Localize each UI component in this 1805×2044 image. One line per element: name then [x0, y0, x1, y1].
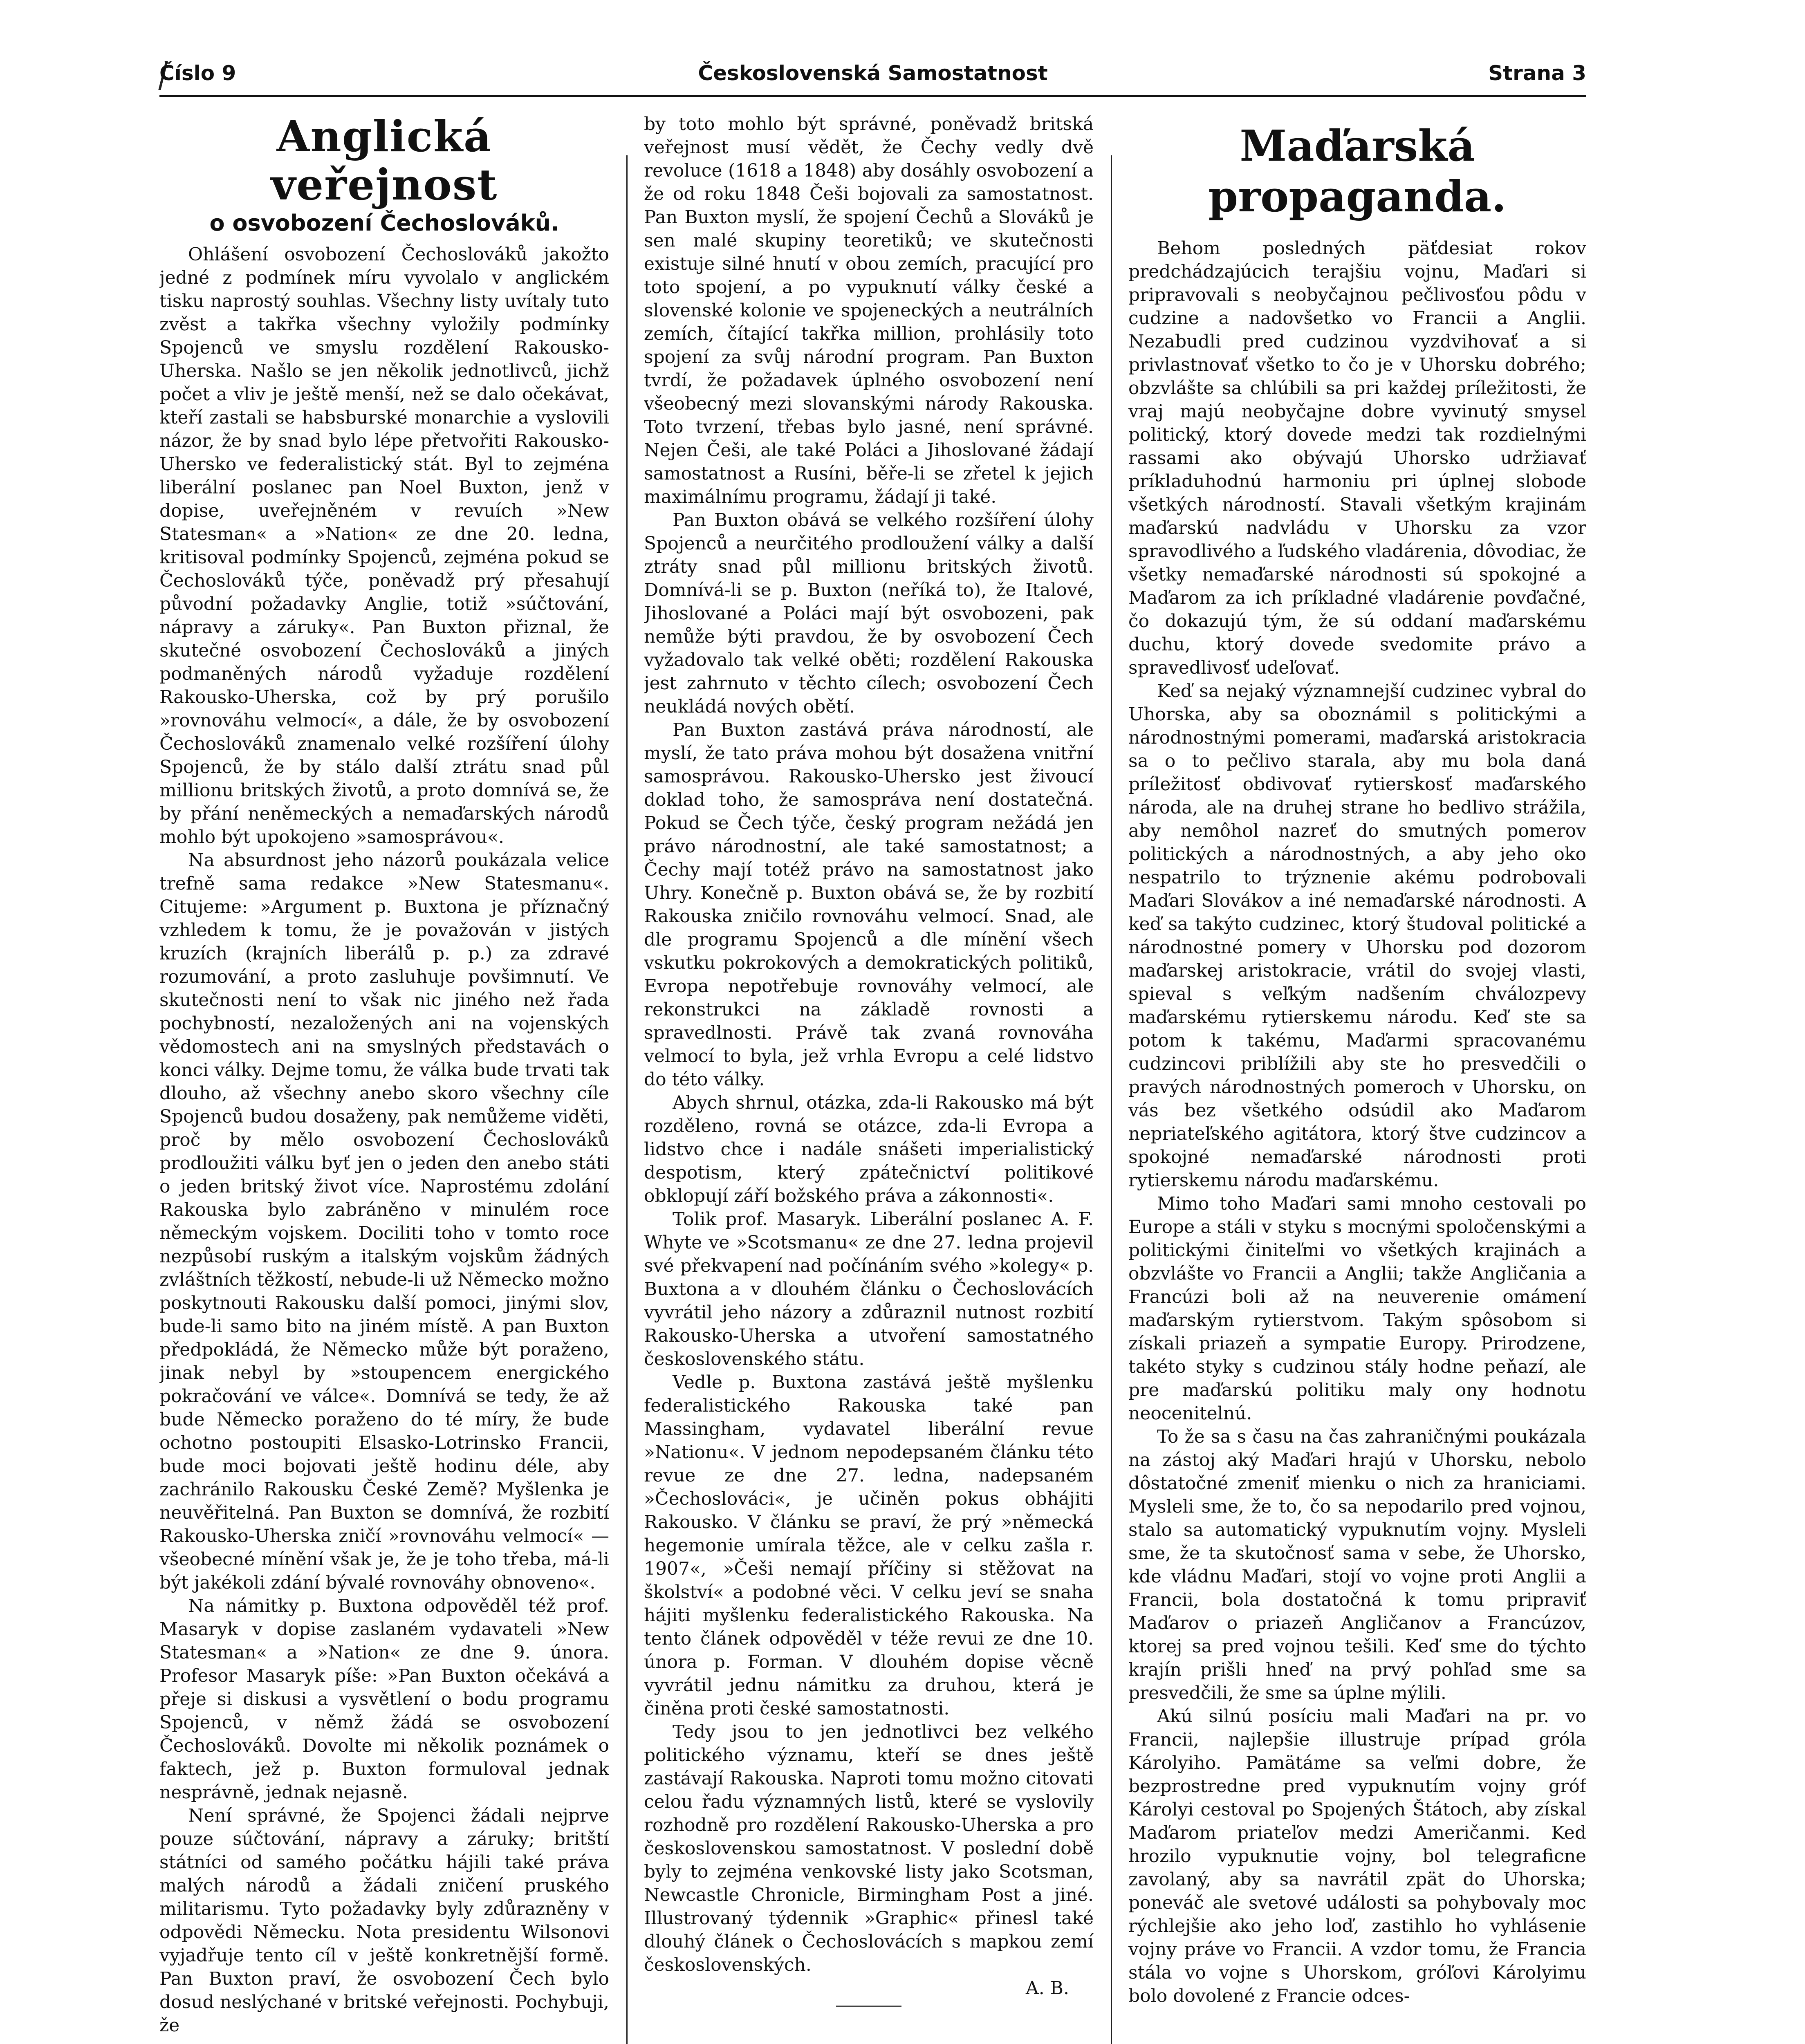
column-2: [644, 112, 1094, 2044]
article-1-continued-paragraph: Vedle p. Buxtona zastává ještě myšlenku federalistického Rakouska také pan Massingham, vydavatel liberální revue »Nationu«. V jednom nepodepsaném článku této revue ze dne 27. ledna, nadepsaném »Čechoslováci«, je učiněn pokus obhájiti Rakousko. V článku se praví, že prý »německá hegemonie umírala těžce, ale v celku zašla r. 1907«, »Češi nemají příčiny si stěžovat na školství« a podobné věci. V celku jeví se snaha hájiti myšlenku federalistického Rakouska. Na tento článek odpověděl v téže revui ze dne 10. února p. Forman. V dlouhém dopise věcně vyvrátil jednu námitku za druhou, která je činěna proti české samostatnosti.: [644, 1372, 1094, 1719]
article-2-paragraph: Mimo toho Maďari sami mnoho cestovali po Europe a stáli v styku s mocnými spoločenskými a politickými činiteľmi vo všetkých krajinách a obzvlášte vo Francii a Anglii; takže Angličania a Francúzi boli až na neuverenie omámení maďarským rytierstvom. Takým spôsobom si získali priazeň a sympatie Europy. Prirodzene, takéto styky s cudzinou stály hodne peňazí, ale pre maďarskú politiku maly ony hodnotu neocenitelnú.: [1128, 1193, 1586, 1424]
column-1: [159, 112, 609, 2044]
header-issue-number: Číslo 9: [159, 61, 236, 85]
article-1-continued-paragraph: by toto mohlo být správné, poněvadž britská veřejnost musí vědět, že Čechy vedly dvě revoluce (1618 a 1848) aby dosáhly osvobození a že od roku 1848 Češi bojovali za samostatnost. Pan Buxton myslí, že spojení Čechů a Slováků je sen malé skupiny teoretiků; ve skutečnosti existuje silné hnutí v obou zemích, pracující pro toto spojení, a po vypuknutí války české a slovenské kolonie ve spojeneckých a neutrálních zemích, čítající takřka million, prohlásily toto spojení za svůj národní program. Pan Buxton tvrdí, že požadavek úplného osvobození není všeobecný mezi slovanskými národy Rakouska. Toto tvrzení, třebas bylo jasné, není správné. Nejen Češi, ale také Poláci a Jihoslované žádají samostatnost a Rusíni, běře-li se zřetel k jejich maximálnímu programu, žádají ji také.: [644, 114, 1094, 507]
article-2-paragraph: To že sa s času na čas zahraničnými poukázala na zástoj aký Maďari hrajú v Uhorsku, nebolo dôstatočné zmeniť mienku o nich za hraniciami. Mysleli sme, že to, čo sa nepodarilo pred vojnou, stalo sa automatický vypuknutím vojny. Mysleli sme, že ta skutočnosť sama v sebe, že Uhorsko, kde vládnu Maďari, stojí vo vojne proti Anglii a Francii, bola dostatočná k tomu pripraviť Maďarov o priazeň Angličanov a Francúzov, ktorej sa pred vojnou tešili. Keď sme do týchto krajín prišli hneď na prvý pohľad sme sa presvedčili, že sme sa úplne mýlili.: [1128, 1426, 1586, 1703]
article-1-paragraph: Není správné, že Spojenci žádali nejprve pouze súčtování, nápravy a záruky; britští státníci od samého počátku hájili také práva malých národů a žádali zničení pruského militarismu. Tyto požadavky byly zdůrazněny v odpovědi Německu. Nota presidentu Wilsonovi vyjadřuje tento cíl v ještě konkretnější formě. Pan Buxton praví, že osvobození Čech bylo dosud neslýchané v britské veřejnosti. Pochybuji, že: [159, 1805, 609, 2036]
article-2-paragraph: Behom posledných päťdesiat rokov predchádzajúcich terajšiu vojnu, Maďari si pripravovali s neobyčajnou pečlivosťou pôdu v cudzine a nadovšetko vo Francii a Anglii. Nezabudli pred cudzinou vyzdvihovať a si privlastnovať všetko to čo je v Uhorsku dobrého; obzvlášte sa chlúbili sa pri každej príležitosti, že vraj majú neobyčajne dobre vyvinutý smysel politický, ktorý dovede medzi tak rozdielnými rassami ako obývajú Uhorsko udržiavať príkladuhodnú harmoniu pri úplnej slobode všetkých národností. Stavali všetkým krajinám maďarskú nadvládu v Uhorsku za vzor spravodlivého a ľudského vladárenia, dôvodiac, že všetky nemaďarské národnosti sú spokojné a Maďarom za ich príkladné vladárenie povďačné, čo dokazujú tým, že sú oddaní maďarskému duchu, ktorý dovede svedomite právo a spravedlivosť udeľovať.: [1128, 238, 1586, 678]
article-1-subtitle: o osvobození Čechoslováků.: [209, 210, 559, 236]
header-page-number: Strana 3: [1488, 61, 1586, 85]
article-1-continued-paragraph: Pan Buxton obává se velkého rozšíření úlohy Spojenců a neurčitého prodloužení války a další ztráty snad půl millionu britských životů. Domnívá-li se p. Buxton (neříká to), že Italové, Jihoslované a Poláci mají být osvobozeni, pak nemůže býti pravdou, že by osvobození Čech vyžadovalo tak velké oběti; rozdělení Rakouska jest zahrnuto v těchto cílech; osvobození Čech neukládá nových obětí.: [644, 510, 1094, 717]
article-1-continued-paragraph: Tedy jsou to jen jednotlivci bez velkého politického významu, kteří se dnes ještě zastávají Rakouska. Naproti tomu možno citovati celou řadu významných listů, které se vyslovily rozhodně pro rozdělení Rakousko-Uherska a pro československou samostatnost. V poslední době byly to zejména venkovské listy jako Scotsman, Newcastle Chronicle, Birmingham Post a jiné. Illustrovaný týdennik »Graphic« přinesl také dlouhý článek o Čechoslovácích s mapkou zemí československých.: [644, 1721, 1094, 1975]
article-1-continued-paragraph: Pan Buxton zastává práva národností, ale myslí, že tato práva mohou být dosažena vnitřní samosprávou. Rakousko-Uhersko jest živoucí doklad toho, že samospráva není dostatečná. Pokud se Čech týče, český program nežádá jen právo národnostní, ale také samostatnost; a Čechy mají totéž právo na samostatnost jako Uhry. Konečně p. Buxton obává se, že by rozbití Rakouska zničilo rovnováhu velmocí. Snad, ale dle programu Spojenců a dle mínění všech vskutku pokrokových a demokratických politiků, Evropa nepotřebuje rovnováhy velmocí, ale rekonstrukci na základě rovnosti a spravedlnosti. Právě tak zvaná rovnováha velmocí to byla, jež vrhla Evropu a celé lidstvo do této války.: [644, 719, 1094, 1090]
page-header: [159, 61, 1586, 94]
article-2-title-line-1: Maďarská: [1240, 121, 1475, 171]
article-1-signature: A. B.: [1025, 1978, 1069, 1999]
article-1-paragraph: Ohlášení osvobození Čechoslováků jakožto jedné z podmínek míru vyvolalo v anglickém tisku naprostý souhlas. Všechny listy uvítaly tuto zvěst a takřka všechny vyložily podmínky Spojenců ve smyslu rozdělení Rakousko-Uherska. Našlo se jen několik jednotlivců, jichž počet a vliv je ještě menší, než se dalo očekávat, kteří zastali se habsburské monarchie a vyslovili názor, že by snad bylo lépe přetvořiti Rakousko-Uhersko ve federalistický stát. Byl to zejména liberální poslanec pan Noel Buxton, jenž v dopise, uveřejněném v revuích »New Statesman« a »Nation« ze dne 20. ledna, kritisoval podmínky Spojenců, zejména pokud se Čechoslováků týče, poněvadž prý přesahují původní požadavky Anglie, totiž »súčtování, nápravy a záruky«. Pan Buxton přiznal, že skutečné osvobození Čechoslováků a jiných podmaněných národů vyžaduje rozdělení Rakousko-Uherska, což by prý porušilo »rovnováhu velmocí«, a dále, že by osvobození Čechoslováků znamenalo velké rozšíření úlohy Spojenců, že by stálo další ztrátu snad půl millionu britských životů, a proto domnívá se, že by přání neněmeckých a nemaďarských národů mohlo být upokojeno »samosprávou«.: [159, 244, 609, 847]
article-1-continued-paragraph: Tolik prof. Masaryk. Liberální poslanec A. F. Whyte ve »Scotsmanu« ze dne 27. ledna projevil své překvapení nad počínáním svého »kolegy« p. Buxtona a v dlouhém článku o Čechoslovácích vyvrátil jeho názory a zdůraznil nutnost rozbití Rakousko-Uherska a utvoření samostatného československého státu.: [644, 1209, 1094, 1369]
header-publication-title: Československá Samostatnost: [698, 61, 1048, 85]
article-2-title-line-2: propaganda.: [1208, 171, 1507, 222]
article-2-title: [1128, 121, 1586, 222]
article-2-paragraph: Keď sa nejaký významnejší cudzinec vybral do Uhorska, aby sa oboznámil s politickými a národnostnými pomerami, maďarská aristokracia sa o to pečlivo starala, aby mu bola daná príležitosť obdivovať rytierskosť maďarského národa, ale na druhej strane ho bedlivo strážila, aby nemôhol nazreť do smutných pomerov politických a národnostných, a aby jeho oko nespatrilo to trýznenie akému podrobovali Maďari Slovákov a iné nemaďarské národnosti. A keď sa takýto cudzinec, ktorý študoval politické a národnostné pomery v Uhorsku pod dozorom maďarskej aristokracie, vrátil do svojej vlasti, spieval s veľkým nadšením chválozpevy maďarskému rytierskemu národu. Keď ste sa potom k takému, Maďarmi spracovanému cudzincovi priblížili aby ste ho presvedčili o pravých národnostných pomeroch v Uhorsku, on vás bez všetkého odsúdil ako Maďarom nepriateľského agitátora, ktorý štve cudzincov a spokojné nemaďarské národnosti proti rytierskemu národu maďarskému.: [1128, 681, 1586, 1191]
article-1-paragraph: Na námitky p. Buxtona odpověděl též prof. Masaryk v dopise zaslaném vydavateli »New Statesman« a »Nation« ze dne 9. února. Profesor Masaryk píše: »Pan Buxton očekává a přeje si diskusi a vysvětlení o bodu programu Spojenců, v němž žádá se osvobození Čechoslováků. Dovolte mi několik poznámek o faktech, jež p. Buxton formuloval jednak nesprávně, jednak nejasně.: [159, 1596, 609, 1803]
header-divider: [159, 95, 1586, 97]
column-divider-1: [626, 155, 628, 2044]
newspaper-page: [159, 61, 1586, 2044]
article-1-paragraph: Na absurdnost jeho názorů poukázala velice trefně sama redakce »New Statesmanu«. Citujeme: »Argument p. Buxtona je příznačný vzhledem k tomu, že je považován v jistých kruzích (krajních liberálů p. p.) za zdravé rozumování, a proto zasluhuje povšimnutí. Ve skutečnosti není to však nic jiného než řada pochybností, nezaložených ani na vojenských vědomostech ani na smyslných představách o konci války. Dejme tomu, že válka bude trvati tak dlouho, až všechny anebo skoro všechny cíle Spojenců budou dosaženy, pak nemůžeme viděti, proč by mělo osvobození Čechoslováků prodloužiti válku byť jen o jeden den anebo státi o jeden britský život více. Naprostému zdolání Rakouska bylo zabráněno v minulém roce německým vojskem. Dociliti toho v tomto roce nezpůsobí ruským a italským vojskům žádných zvláštních těžkostí, nebude-li už Německo možno poskytnouti Rakousku další pomoci, jinými slov, bude-li samo bito na jiném místě. A pan Buxton předpokládá, že Německo může být poraženo, jinak nebyl by »stoupencem energického pokračování ve válce«. Domnívá se tedy, že až bude Německo poraženo do té míry, že bude ochotno postoupiti Elsasko-Lotrinsko Francii, bude moci bojovati ještě hodinu déle, aby zachránilo Rakousku České Země? Myšlenka je neuvěřitelná. Pan Buxton se domnívá, že rozbití Rakousko-Uherska zničí »rovnováhu velmocí« — všeobecné mínění však je, že je toho třeba, má-li být jakékoli zdání bývalé rovnováhy obnoveno«.: [159, 850, 609, 1593]
column-3: [1128, 112, 1586, 2044]
article-1-continued-paragraph: Abych shrnul, otázka, zda-li Rakousko má být rozděleno, rovná se otázce, zda-li Evropa a lidstvo chce i nadále snášeti imperialistický despotism, který zpátečnictví politikové obklopují září božského práva a zákonnosti«.: [644, 1092, 1094, 1206]
article-end-rule: [836, 2006, 901, 2007]
article-2-paragraph: Akú silnú posíciu mali Maďari na pr. vo Francii, najlepšie illustruje prípad gróla Károlyiho. Pamätáme sa veľmi dobre, že bezprostredne pred vypuknutím vojny gróf Károlyi cestoval po Spojených Štátoch, aby získal Maďarom priateľov medzi Američanmi. Keď hrozilo vypuknutie vojny, bol telegraficne zavolaný, aby sa navrátil zpät do Uhorska; poneváč ale svetové události sa pohybovaly moc rýchlejšie ako jeho loď, zastihlo ho vyhlásenie vojny práve vo Francii. A vzdor tomu, že Francia stála vo vojne s Uhorskom, gróľovi Károlyimu bolo dovolené z Francie odces-: [1128, 1706, 1586, 2006]
article-1-title: Anglická veřejnost: [271, 112, 498, 210]
column-divider-2: [1111, 155, 1112, 2044]
